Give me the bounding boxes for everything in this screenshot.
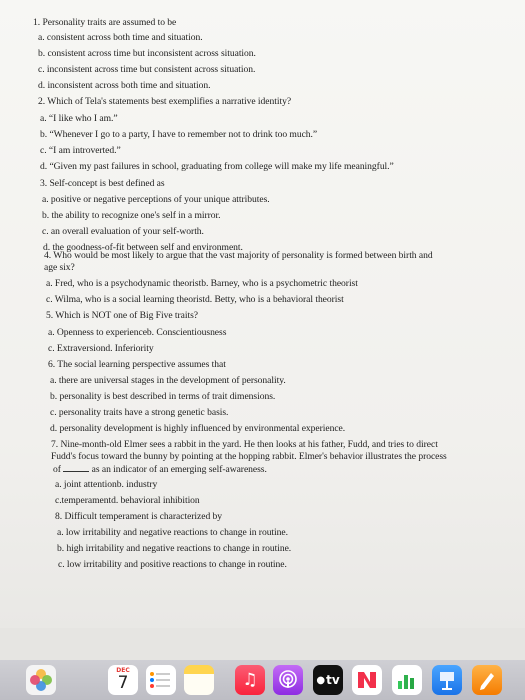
question-1-option-d: d. inconsistent across both time and situation. bbox=[38, 80, 211, 91]
question-6-option-b: b. personality is best described in terms of trait dimensions. bbox=[50, 391, 276, 402]
question-1-option-a: a. consistent across both time and situation. bbox=[38, 32, 203, 43]
keynote-icon[interactable] bbox=[432, 665, 462, 695]
question-6-stem: 6. The social learning perspective assumes that bbox=[48, 359, 226, 370]
question-8-option-a: a. low irritability and negative reactions to change in routine. bbox=[57, 527, 288, 538]
podcasts-icon[interactable] bbox=[273, 665, 303, 695]
question-7-stem-line-1: 7. Nine-month-old Elmer sees a rabbit in the yard. He then looks at his father, Fudd, and tries to direct bbox=[51, 439, 438, 450]
question-2-option-c: c. “I am introverted.” bbox=[40, 145, 121, 156]
music-icon[interactable]: ♫ bbox=[235, 665, 265, 695]
apple-tv-icon[interactable]: ● tv bbox=[313, 665, 343, 695]
question-6-option-d: d. personality development is highly influenced by environmental experience. bbox=[50, 423, 346, 434]
question-7-stem-tail: as an indicator of an emerging self-awareness. bbox=[91, 464, 267, 475]
photos-icon[interactable] bbox=[26, 665, 56, 695]
question-8-option-b: b. high irritability and negative reactions to change in routine. bbox=[57, 543, 292, 554]
question-6-option-a: a. there are universal stages in the development of personality. bbox=[50, 375, 286, 386]
question-3-option-d: d. the goodness-of-fit between self and environment. bbox=[43, 242, 243, 253]
answer-blank bbox=[63, 463, 89, 472]
dock bbox=[0, 660, 525, 700]
pages-icon[interactable] bbox=[472, 665, 502, 695]
question-4-option-c-d: c. Wilma, who is a social learning theoristd. Betty, who is a behavioral theorist bbox=[46, 294, 344, 305]
question-4-stem-line-2: age six? bbox=[44, 262, 75, 273]
question-7-option-c-d: c.temperamentd. behavioral inhibition bbox=[55, 495, 200, 506]
question-4-option-a-b: a. Fred, who is a psychodynamic theoristb. Barney, who is a psychometric theorist bbox=[46, 278, 358, 289]
numbers-icon[interactable] bbox=[392, 665, 422, 695]
reminders-icon[interactable] bbox=[146, 665, 176, 695]
question-5-option-c-d: c. Extraversiond. Inferiority bbox=[48, 343, 154, 354]
calendar-icon[interactable] bbox=[108, 665, 138, 695]
question-1-stem: 1. Personality traits are assumed to be bbox=[33, 17, 177, 28]
question-8-option-c: c. low irritability and positive reactions to change in routine. bbox=[58, 559, 287, 570]
calendar-month: DEC bbox=[116, 667, 130, 674]
notes-icon[interactable] bbox=[184, 665, 214, 695]
question-8-stem: 8. Difficult temperament is characterized by bbox=[55, 511, 223, 522]
question-4-stem-line-1: 4. Who would be most likely to argue that the vast majority of personality is formed between birth and bbox=[44, 250, 433, 261]
apple-tv-label: tv bbox=[326, 673, 340, 687]
question-7-stem-line-3 bbox=[53, 463, 267, 476]
question-7-option-a-b: a. joint attentionb. industry bbox=[55, 479, 158, 490]
question-5-stem: 5. Which is NOT one of Big Five traits? bbox=[46, 310, 198, 321]
question-1-option-b: b. consistent across time but inconsistent across situation. bbox=[38, 48, 256, 59]
question-3-option-c: c. an overall evaluation of your self-worth. bbox=[42, 226, 204, 237]
news-icon[interactable] bbox=[352, 665, 382, 695]
question-2-stem: 2. Which of Tela's statements best exemplifies a narrative identity? bbox=[38, 96, 292, 107]
question-2-option-a: a. “I like who I am.” bbox=[40, 113, 118, 124]
question-2-option-b: b. “Whenever I go to a party, I have to remember not to drink too much.” bbox=[40, 129, 318, 140]
question-3-option-b: b. the ability to recognize one's self in a mirror. bbox=[42, 210, 221, 221]
question-3-stem: 3. Self-concept is best defined as bbox=[40, 178, 165, 189]
question-7-stem-line-2: Fudd's focus toward the bunny by pointing at the hopping rabbit. Elmer's behavior illustrates the process bbox=[51, 451, 447, 462]
question-1-option-c: c. inconsistent across time but consistent across situation. bbox=[38, 64, 256, 75]
question-7-stem-of: of bbox=[53, 464, 61, 475]
question-6-option-c: c. personality traits have a strong genetic basis. bbox=[50, 407, 229, 418]
calendar-day: 7 bbox=[117, 673, 129, 693]
question-3-option-a: a. positive or negative perceptions of your unique attributes. bbox=[42, 194, 270, 205]
question-5-option-a-b: a. Openness to experienceb. Conscientiousness bbox=[48, 327, 227, 338]
question-2-option-d: d. “Given my past failures in school, graduating from college will make my life meaningful.” bbox=[40, 161, 394, 172]
